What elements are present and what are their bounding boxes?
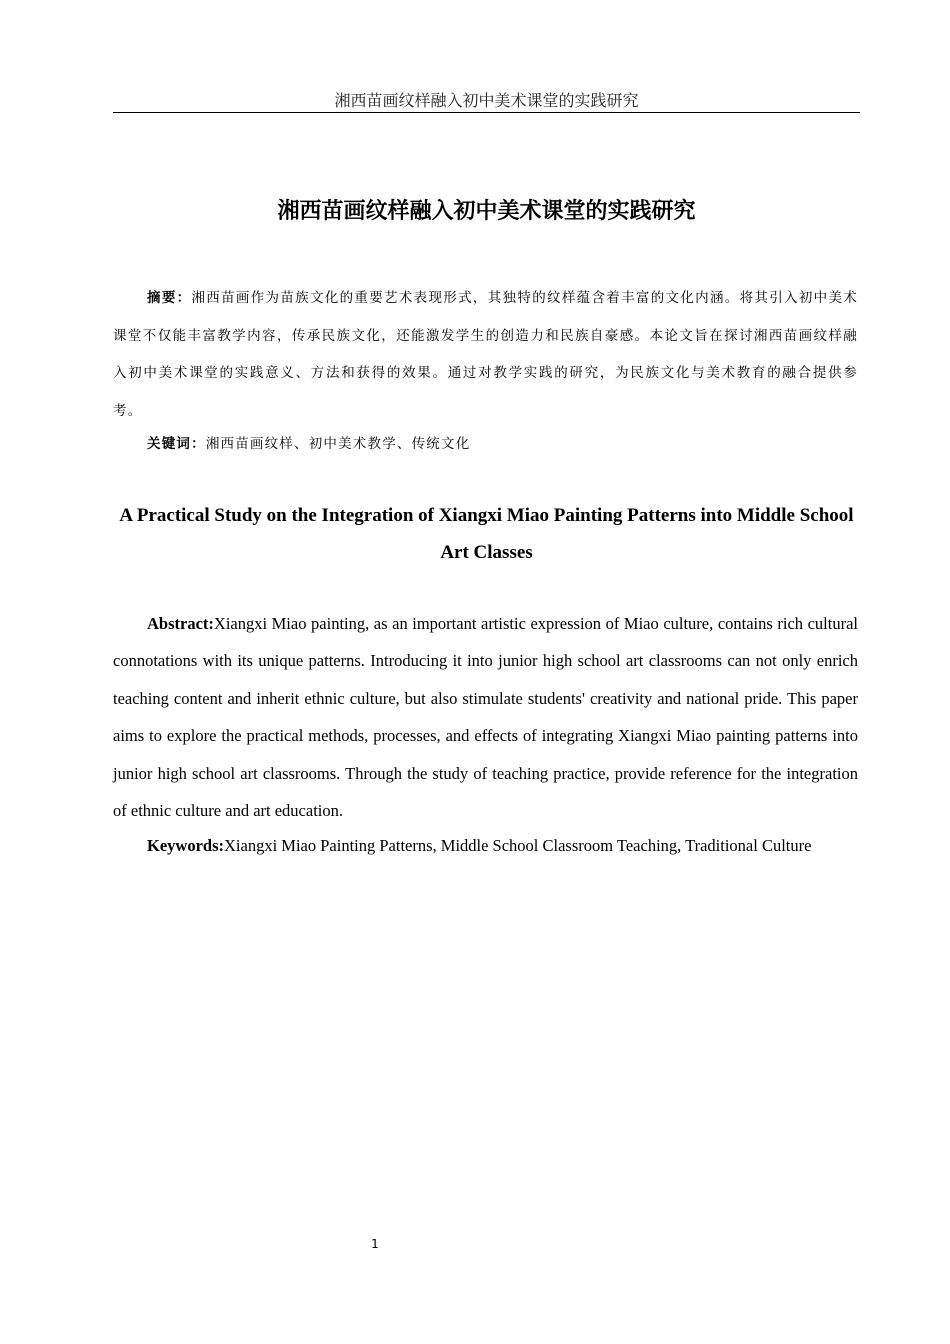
chinese-title: 湘西苗画纹样融入初中美术课堂的实践研究 xyxy=(277,199,696,224)
chinese-keywords-label: 关键词： xyxy=(147,436,206,452)
english-keywords-text: Xiangxi Miao Painting Patterns, Middle School Classroom Teaching, Traditional Culture xyxy=(224,836,812,855)
page-number: 1 xyxy=(371,1237,379,1251)
english-abstract xyxy=(113,605,858,829)
english-title: A Practical Study on the Integration of Xiangxi Miao Painting Patterns into Middle School Art Classes xyxy=(119,505,854,563)
chinese-keywords xyxy=(113,426,858,463)
running-header: 湘西苗画纹样融入初中美术课堂的实践研究 xyxy=(113,90,860,113)
chinese-abstract-text: 湘西苗画作为苗族文化的重要艺术表现形式，其独特的纹样蕴含着丰富的文化内涵。将其引入初中美术课堂不仅能丰富教学内容，传承民族文化，还能激发学生的创造力和民族自豪感。本论文旨在探讨湘西苗画纹样融入初中美术课堂的实践意义、方法和获得的效果。通过对教学实践的研究，为民族文化与美术教育的融合提供参考。 xyxy=(113,290,858,419)
chinese-abstract-label: 摘要： xyxy=(147,290,192,306)
chinese-abstract xyxy=(113,280,858,430)
english-keywords xyxy=(113,827,858,864)
chinese-keywords-text: 湘西苗画纹样、初中美术教学、传统文化 xyxy=(205,436,471,452)
english-keywords-label: Keywords: xyxy=(147,836,224,855)
english-abstract-text: Xiangxi Miao painting, as an important artistic expression of Miao culture, contains rich cultural connotations with its unique patterns. Introducing it into junior high school art classrooms can not only enrich teaching content and inherit ethnic culture, but also stimulate students' creativity and national pride. This paper aims to explore the practical methods, processes, and effects of integrating Xiangxi Miao painting patterns into junior high school art classrooms. Through the study of teaching practice, provide reference for the integration of ethnic culture and art education. xyxy=(113,614,858,821)
english-abstract-label: Abstract: xyxy=(147,614,214,633)
